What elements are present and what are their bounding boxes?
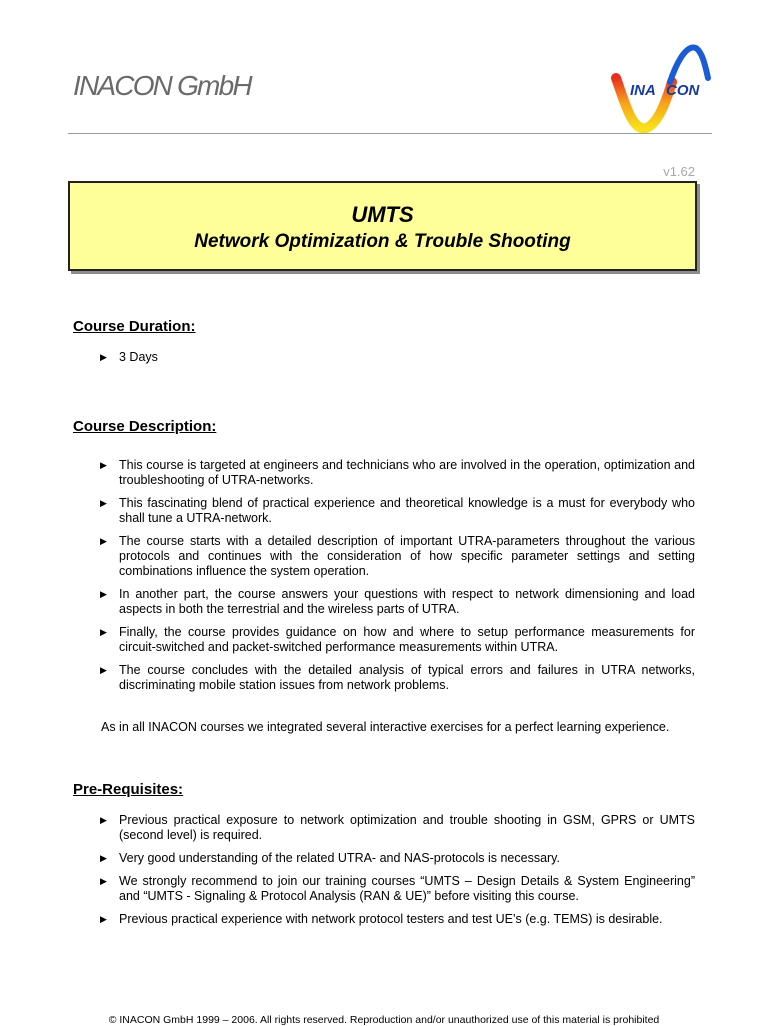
prerequisites-list	[100, 813, 695, 935]
duration-heading: Course Duration:	[73, 318, 196, 335]
list-item: ▶ Previous practical experience with network protocol testers and test UE’s (e.g. TEMS) is desirable.	[100, 912, 663, 926]
triangle-right-icon: ▶	[100, 498, 107, 508]
list-item: ▶ The course concludes with the detailed analysis of typical errors and failures in UTRA networks, discriminating mobile station issues from network problems.	[100, 663, 695, 692]
list-item: ▶ This fascinating blend of practical experience and theoretical knowledge is a must for everybody who shall tune a UTRA-network.	[100, 496, 695, 525]
triangle-right-icon: ▶	[100, 876, 107, 886]
logo-text-left: INA	[630, 82, 656, 99]
list-item: ▶ 3 Days	[100, 350, 158, 364]
company-name: INACON GmbH	[73, 70, 251, 101]
course-subtitle: Network Optimization & Trouble Shooting	[194, 231, 571, 252]
list-item: ▶ This course is targeted at engineers and technicians who are involved in the operation, optimization and troubleshooting of UTRA-networks.	[100, 458, 695, 487]
triangle-right-icon: ▶	[100, 536, 107, 546]
inacon-logo	[610, 42, 712, 134]
triangle-right-icon: ▶	[100, 352, 107, 362]
triangle-right-icon: ▶	[100, 589, 107, 599]
version-label: v1.62	[663, 164, 695, 179]
triangle-right-icon: ▶	[100, 627, 107, 637]
triangle-right-icon: ▶	[100, 815, 107, 825]
description-list	[100, 458, 695, 701]
logo-text-right: CON	[666, 82, 700, 99]
triangle-right-icon: ▶	[100, 460, 107, 470]
triangle-right-icon: ▶	[100, 853, 107, 863]
copyright-footer: © INACON GmbH 1999 – 2006. All rights reserved. Reproduction and/or unauthorized use of this material is prohibited	[108, 1014, 660, 1026]
list-item: ▶ In another part, the course answers your questions with respect to network dimensioning and load aspects in both the terrestrial and the wireless parts of UTRA.	[100, 587, 695, 616]
list-item: ▶ Very good understanding of the related UTRA- and NAS-protocols is necessary.	[100, 851, 560, 865]
triangle-right-icon: ▶	[100, 665, 107, 675]
header-divider	[68, 133, 712, 134]
list-item: ▶ Finally, the course provides guidance on how and where to setup performance measurements for circuit-switched and packet-switched performance measurements within UTRA.	[100, 625, 695, 654]
triangle-right-icon: ▶	[100, 914, 107, 924]
list-item: ▶ Previous practical exposure to network optimization and trouble shooting in GSM, GPRS or UMTS (second level) is required.	[100, 813, 695, 842]
title-box	[68, 181, 697, 271]
closing-statement: As in all INACON courses we integrated several interactive exercises for a perfect learning experience.	[101, 720, 670, 734]
duration-list	[100, 350, 695, 373]
course-title: UMTS	[351, 202, 414, 227]
prerequisites-heading: Pre-Requisites:	[73, 781, 184, 798]
list-item: ▶ We strongly recommend to join our training courses “UMTS – Design Details & System Engineering” and “UMTS - Signaling & Protocol Analysis (RAN & UE)” before visiting this course.	[100, 874, 695, 903]
description-heading: Course Description:	[73, 418, 217, 435]
list-item: ▶ The course starts with a detailed description of important UTRA-parameters throughout the various protocols and continues with the consideration of how specific parameter settings and setting combinations influence the system operation.	[100, 534, 695, 578]
